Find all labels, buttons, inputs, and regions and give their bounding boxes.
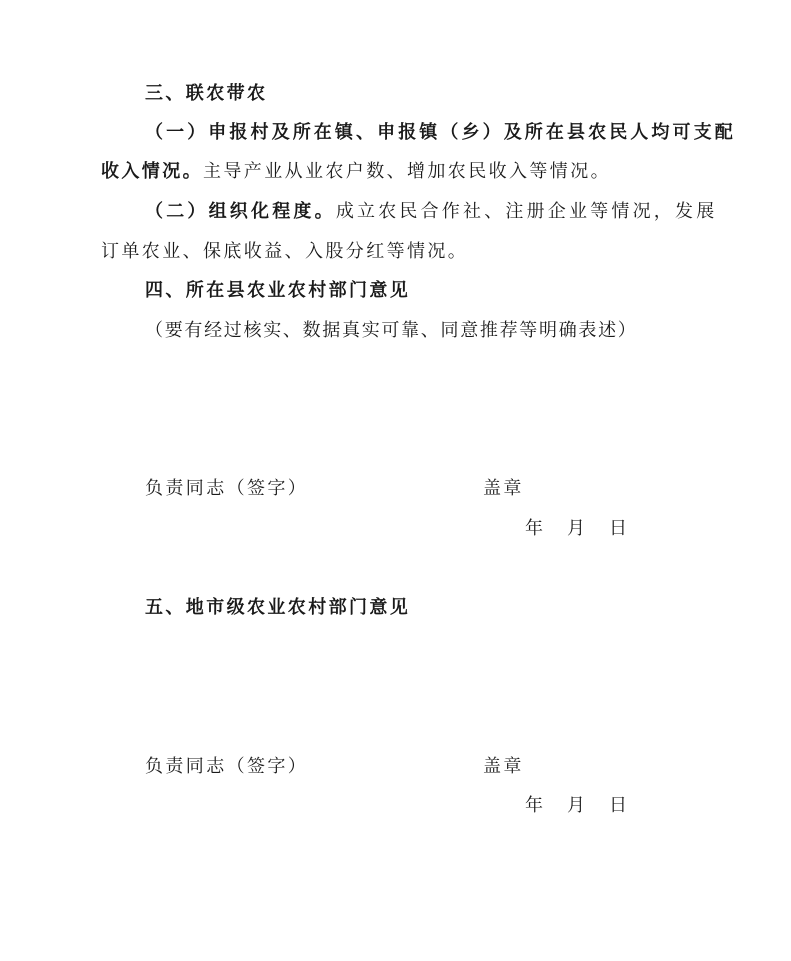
section5-seal-label: 盖章 [483, 756, 524, 777]
section3-heading: 三、联农带农 [145, 83, 268, 104]
section3-item1-line1: （一）申报村及所在镇、申报镇（乡）及所在县农民人均可支配 [145, 122, 736, 143]
section3-item1-line2 [101, 160, 611, 184]
section5-day: 日 [609, 795, 627, 816]
section4-seal-label: 盖章 [483, 478, 524, 499]
section3-item2-text: 成立农民合作社、注册企业等情况，发展 [335, 201, 718, 222]
section5-month: 月 [567, 795, 585, 816]
section5-heading: 五、地市级农业农村部门意见 [145, 597, 411, 618]
section3-item2-line1 [145, 200, 717, 224]
section3-item1-cont-bold: 收入情况。 [101, 161, 203, 182]
section4-year: 年 [525, 518, 543, 539]
section4-note: （要有经过核实、数据真实可靠、同意推荐等明确表述） [145, 320, 638, 341]
section4-month: 月 [567, 518, 585, 539]
section4-heading: 四、所在县农业农村部门意见 [145, 280, 411, 301]
section5-year: 年 [525, 795, 543, 816]
section4-signature-label: 负责同志（签字） [145, 478, 309, 499]
section5-signature-label: 负责同志（签字） [145, 756, 309, 777]
section3-item2-line2: 订单农业、保底收益、入股分红等情况。 [101, 241, 469, 262]
section3-item2-bold: （二）组织化程度。 [145, 201, 336, 222]
section3-item1-cont-text: 主导产业从业农户数、增加农民收入等情况。 [203, 161, 611, 182]
section4-day: 日 [609, 518, 627, 539]
